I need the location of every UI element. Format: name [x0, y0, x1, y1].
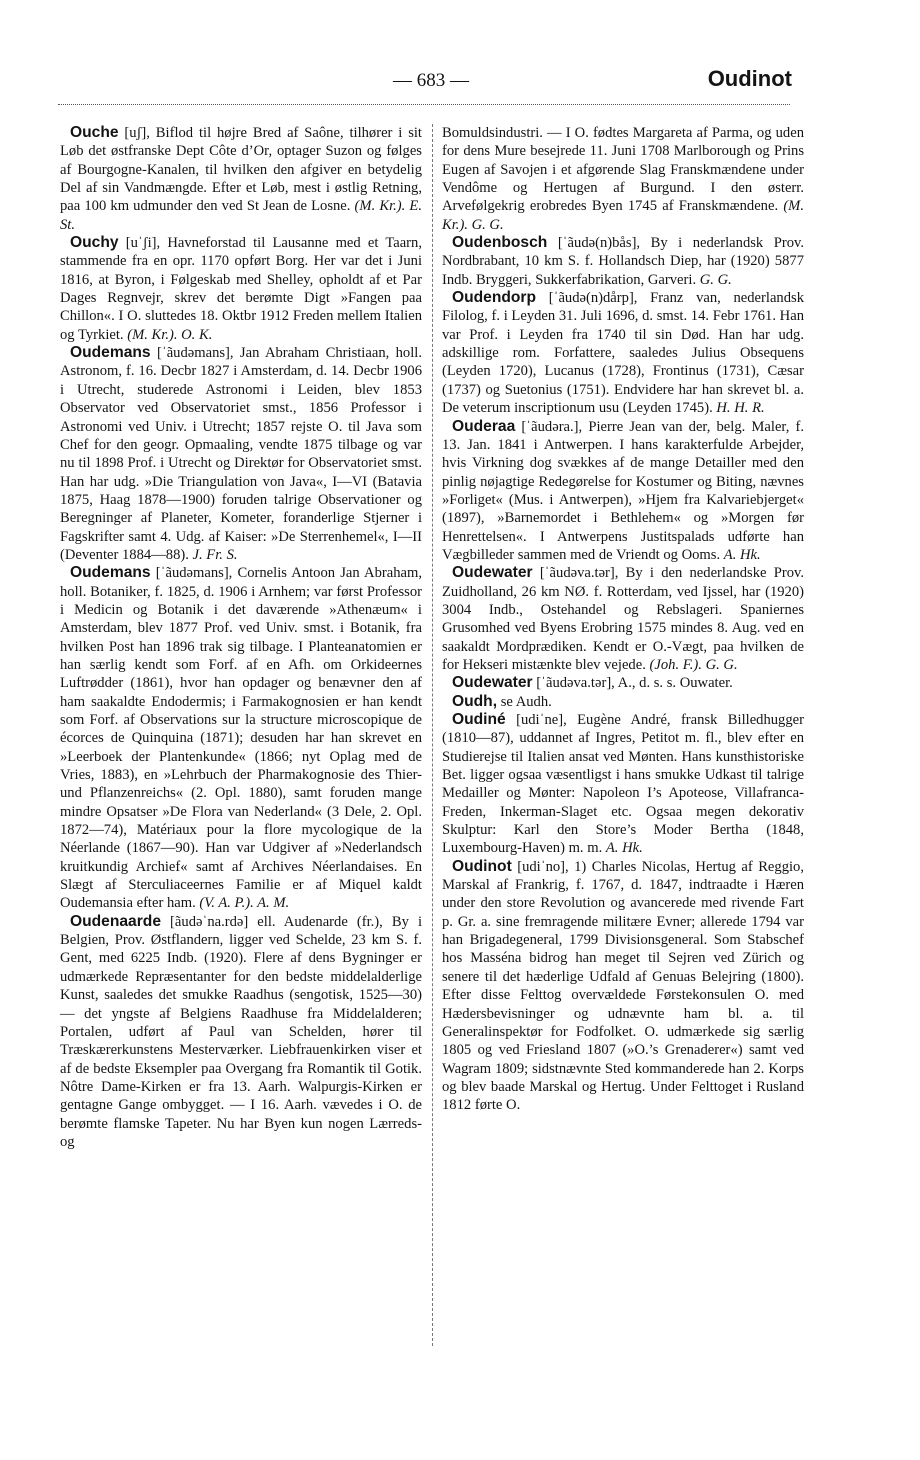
headword: Ouchy: [70, 234, 119, 252]
page-number: — 683 —: [393, 70, 469, 91]
entry-oudenbosch: [442, 234, 804, 289]
headword: Oudewater: [452, 564, 533, 582]
entry-oudewater-person: [442, 674, 804, 692]
entry-text: [uˈʃi], Havneforstad til Lausanne med et Taarn, stammende fra en opr. 1170 opført Borg. Her var det i Juni 1816, at Byron, i Følgeskab med Shelley, opholdt af et Par Dages Regnvejr, skrev det berømte Digt »Fangen paa Chillon«. I O. sluttedes 18. Oktbr 1912 Freden mellem Italien og Tyrkiet.: [60, 235, 422, 343]
right-column: [442, 124, 804, 1115]
entry-text: [ˈãudəra.], Pierre Jean van der, belg. Maler, f. 13. Jan. 1841 i Antwerpen. I hans karakterfulde Arbejder, hvis Virkning dog svækkes af de mange Detailler med den pinlig nøjagtige Redegørelse for Kostumer og Biting, nævnes »Forliget« (Mus. i Antwerpen), »Hjem fra Kalvariebjerget« (1897), »Barnemordet i Bethlehem« og »Morgen før Henrettelsen«. I Antwerpens Justitspalads udførte han Vægbilleder sammen med de Vriendt og Ooms.: [442, 418, 804, 563]
entry-text: [ˈãudəva.tər], A., d. s. s. Ouwater.: [532, 675, 733, 692]
headword: Oudendorp: [452, 289, 537, 307]
author-signature: (Joh. F.). G. G.: [649, 656, 738, 673]
running-head: Oudinot: [707, 66, 792, 91]
entry-oudemans-ca: [60, 564, 422, 913]
entry-ouderaa: [442, 418, 804, 565]
column-divider: [432, 124, 433, 1346]
entry-text: [udiˈno], 1) Charles Nicolas, Hertug af Reggio, Marskal af Frankrig, f. 1767, d. 1847, indtraadte i Hæren under den store Revolution og avancerede med rivende Fart p. Gr. a. sine fremragende militære Evner; allerede 1794 var han Brigadegeneral, 1799 Divisionsgeneral. Som Stabschef hos Masséna bidrog han meget til Sejren ved Zürich og senere til det hæderlige Udfald af Genuas Belejring (1800). Efter disse Felttog overvældede Førstekonsulen O. med Hædersbevisninger og udnævnte ham bl. a. til Generalinspektør for Fodfolket. O. udmærkede sig særlig 1805 og ved Friesland 1807 (»O.’s Grenaderer«) samt ved Wagram 1809; sidstnævnte Sted kommanderede han 2. Korps og blev baade Marskal og Hertug. Under Felttoget i Rusland 1812 førte O.: [442, 858, 804, 1114]
headword: Ouche: [70, 124, 119, 141]
entry-text: [ˈãudəmans], Cornelis Antoon Jan Abraham, holl. Botaniker, f. 1825, d. 1906 i Arnhem; var først Professor i Medicin og Botanik i det daværende »Athenæum« i Amsterdam, blev 1877 Prof. ved Univ. smst. i Botanik, fra hvilken Post han 1896 trak sig tilbage. I Planteanatomien er han særlig kendt som Forf. af en Afh. om Orkideernes Luftrødder (1861), hvor han opdager og benævner den af ham saakaldte Endodermis; i Farmakognosien er han kendt som Forf. af Observations sur la structure microscopique de écorces de Quinquina (1871); desuden har han skrevet en »Leerboek der Plantenkunde« (1866; nyt Oplag med de Vries, 1883), en »Lehrbuch der Pharmakognosie des Thier- und Pflanzenreichs« (2. Opl. 1880), samt foruden mange mindre Opsatser »De Flora van Nederland« (3 Dele, 2. Opl. 1872—74), Matériaux pour la flore mycologique de la Néerlande (1867—90). Han var Udgiver af »Nederlandsch kruitkundig Archief« samt af Archives Néerlandaises. En Slægt af Sterculiaceernes Familie er af Miquel kaldt Oudemansia efter ham.: [60, 565, 422, 912]
entry-ouche: [60, 124, 422, 234]
entry-oudh: [442, 693, 804, 711]
author-signature: (M. Kr.). E. St.: [60, 198, 422, 233]
entry-text: [udiˈne], Eugène André, fransk Billedhugger (1810—87), uddannet af Ingres, Petitot m. fl., blev efter en Studierejse til Italien ansat ved Mønten. Hans kunsthistoriske Bet. ligger ogsaa væsentligst i hans smukke Udkast til talrige Medailler og Mønter: Napoleon I’s Apoteose, Villafranca-Freden, Inkerman-Slaget etc. Ogsaa megen dekorativ Skulptur: Karl den Store’s Moder Bertha (1848, Luxembourg-Haven) m. m.: [442, 712, 804, 857]
entry-oudenaarde-continued: [442, 124, 804, 234]
author-signature: H. H. R.: [716, 400, 765, 417]
entry-oudinot: [442, 858, 804, 1115]
author-signature: (M. Kr.). O. K.: [127, 326, 213, 343]
headword: Oudenbosch: [452, 234, 548, 252]
entry-oudine: [442, 711, 804, 858]
entry-oudendorp: [442, 289, 804, 417]
headword: Oudemans: [70, 344, 151, 362]
entry-oudewater-town: [442, 564, 804, 674]
author-signature: A. Hk.: [723, 546, 761, 563]
author-signature: J. Fr. S.: [192, 546, 238, 563]
entry-text: [ãudəˈna.rdə] ell. Audenarde (fr.), By i Belgien, Prov. Østflandern, ligger ved Schelde, 23 km S. f. Gent, med 6225 Indb. (1920). Flere af dens Bygninger er udmærkede Repræsentanter for den bedste middelalderlige Kunst, saaledes det smukke Raadhus (sengotisk, 1525—30) — det yngste af Belgiens Raadhuse fra Middelalderen; Portalen, udført af Paul van Schelden, hører til Træskærerkunstens Mesterværker. Liebfrauenkirken viser et af de bedste Eksempler paa Overgang fra Romantik til Gotik. Nôtre Dame-Kirken er fra 13. Aarh. Walpurgis-Kirken er gentagne Gange ombygget. — I 16. Aarh. vævedes i O. de berømte flamske Tapeter. Nu har Byen kun nogen Lærreds- og: [60, 913, 422, 1150]
headword: Oudewater: [452, 674, 533, 692]
header-rule: [58, 104, 790, 105]
headword: Ouderaa: [452, 417, 516, 435]
entry-text: [ˈãudəva.tər], By i den nederlandske Prov. Zuidholland, 26 km NØ. f. Rotterdam, ved Ijssel, har (1920) 3004 Indb., Ostehandel og Rebslageri. Spaniernes Grusomhed ved Byens Erobring 1575 mindes 8. Aug. ved en saakaldt Mordprædiken. Kendt er O.-Vægt, paa hvilken de for Hekseri mistænkte blev vejede.: [442, 565, 804, 673]
headword: Oudh,: [452, 692, 498, 710]
author-signature: (M. Kr.). G. G.: [442, 198, 804, 233]
left-column: [60, 124, 422, 1151]
entry-oudenaarde: [60, 913, 422, 1151]
entry-text: [ˈãudə(n)bås], By i nederlandsk Prov. Nordbrabant, 10 km S. f. Hollandsch Diep, har (1920) 5877 Indb. Bryggeri, Sukkerfabrikation, Garveri.: [442, 235, 804, 288]
author-signature: (V. A. P.). A. M.: [199, 895, 290, 912]
entry-text: [uʃ], Biflod til højre Bred af Saône, tilhører i sit Løb det østfranske Dept Côte d’Or, optager Suzon og følges af Bourgogne-Kanalen, til hvilken den afgiver en betydelig Del af sin Vandmængde. Efter et Løb, mest i østlig Retning, paa 100 km udmunder den ved St Jean de Losne.: [60, 125, 422, 215]
author-signature: G. G.: [699, 271, 732, 288]
entry-ouchy: [60, 234, 422, 344]
entry-text: [ˈãudəmans], Jan Abraham Christiaan, holl. Astronom, f. 16. Decbr 1827 i Amsterdam, d. 14. Decbr 1906 i Utrecht, studerede Astronomi i Leiden, blev 1853 Observator ved Observatoriet smst., 1856 Professor i Astronomi ved Univ. i Utrecht; 1857 rejste O. til Java som Chef for den geogr. Opmaaling, vendte 1875 tilbage og var nu til 1898 Prof. i Utrecht og Direktør for Observatoriet smst. Han har udg. »Die Triangulation von Java«, I—VI (Batavia 1875, Haag 1878—1900) foruden talrige Observationer og Beregninger af Planeter, Kometer, foranderlige Stjerner i Fagskrifter samt 4. Udg. af Kaiser: »De Sterrenhemel«, I—II (Deventer 1884—88).: [60, 345, 422, 563]
entry-text: Bomuldsindustri. — I O. fødtes Margareta af Parma, og uden for dens Mure besejrede 11. Juni 1708 Marlborough og Prins Eugen af Savojen i et afgørende Slag Franskmændene under Vendôme og Hertugen af Burgund. I den østerr. Arvefølgekrig erobredes Byen 1745 af Franskmændene.: [442, 125, 804, 215]
page-header: [58, 66, 792, 100]
headword: Oudenaarde: [70, 912, 161, 930]
entry-text: se Audh.: [497, 693, 552, 710]
headword: Oudiné: [452, 711, 506, 728]
author-signature: A. Hk.: [605, 840, 643, 857]
entry-text: [ˈãudə(n)dårp], Franz van, nederlandsk Filolog, f. i Leyden 31. Juli 1696, d. smst. 14. Febr 1761. Han var Prof. i Leyden fra 1740 til sin Død. Han har udg. adskillige rom. Forfattere, saaledes Julius Obsequens (Leyden 1720), Lucanus (1728), Frontinus (1731), Cæsar (1737) og Suetonius (1751). Endvidere har han skrevet bl. a. De veterum inscriptionum usu (Leyden 1745).: [442, 290, 804, 417]
headword: Oudemans: [70, 564, 151, 582]
entry-oudemans-ja: [60, 344, 422, 564]
headword: Oudinot: [452, 857, 512, 875]
